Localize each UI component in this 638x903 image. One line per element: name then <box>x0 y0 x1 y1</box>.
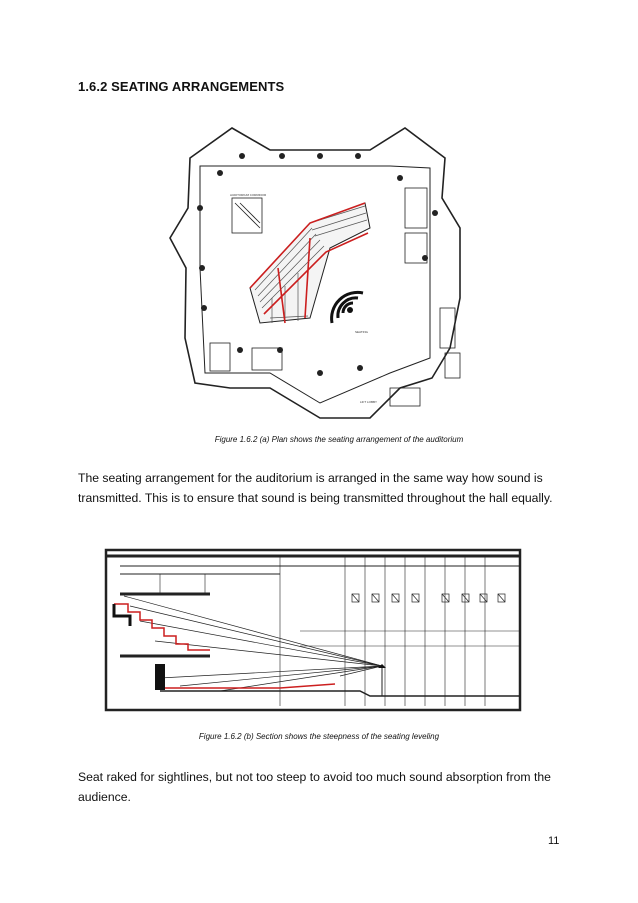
paragraph-seat-rake: Seat raked for sightlines, but not too steep to avoid too much sound absorption from the audience. <box>78 770 551 804</box>
auditorium-plan-figure <box>160 118 478 426</box>
paragraph-sound-arrangement: The seating arrangement for the auditorium is arranged in the same way how sound is transmitted. This is to ensure that sound is being transmitted throughout the hall equally. <box>78 471 553 505</box>
section-heading: 1.6.2 SEATING ARRANGEMENTS <box>78 79 285 94</box>
section-stage-fixtures <box>352 594 505 602</box>
svg-text:SEATING: SEATING <box>355 330 368 334</box>
page-number: 11 <box>548 835 560 847</box>
section-upper-tier <box>114 604 210 650</box>
figure-a-caption: Figure 1.6.2 (a) Plan shows the seating arrangement of the auditorium <box>214 435 464 444</box>
svg-text:LIFT LOBBY: LIFT LOBBY <box>360 400 377 404</box>
svg-text:AUDITORIUM CORRIDOR: AUDITORIUM CORRIDOR <box>230 193 267 197</box>
section-lower-tier <box>160 684 335 688</box>
auditorium-section-figure <box>100 546 524 714</box>
plan-sound-waves <box>332 292 363 323</box>
plan-seating-area <box>250 203 370 323</box>
figure-b-caption: Figure 1.6.2 (b) Section shows the steepness of the seating leveling <box>198 732 440 741</box>
